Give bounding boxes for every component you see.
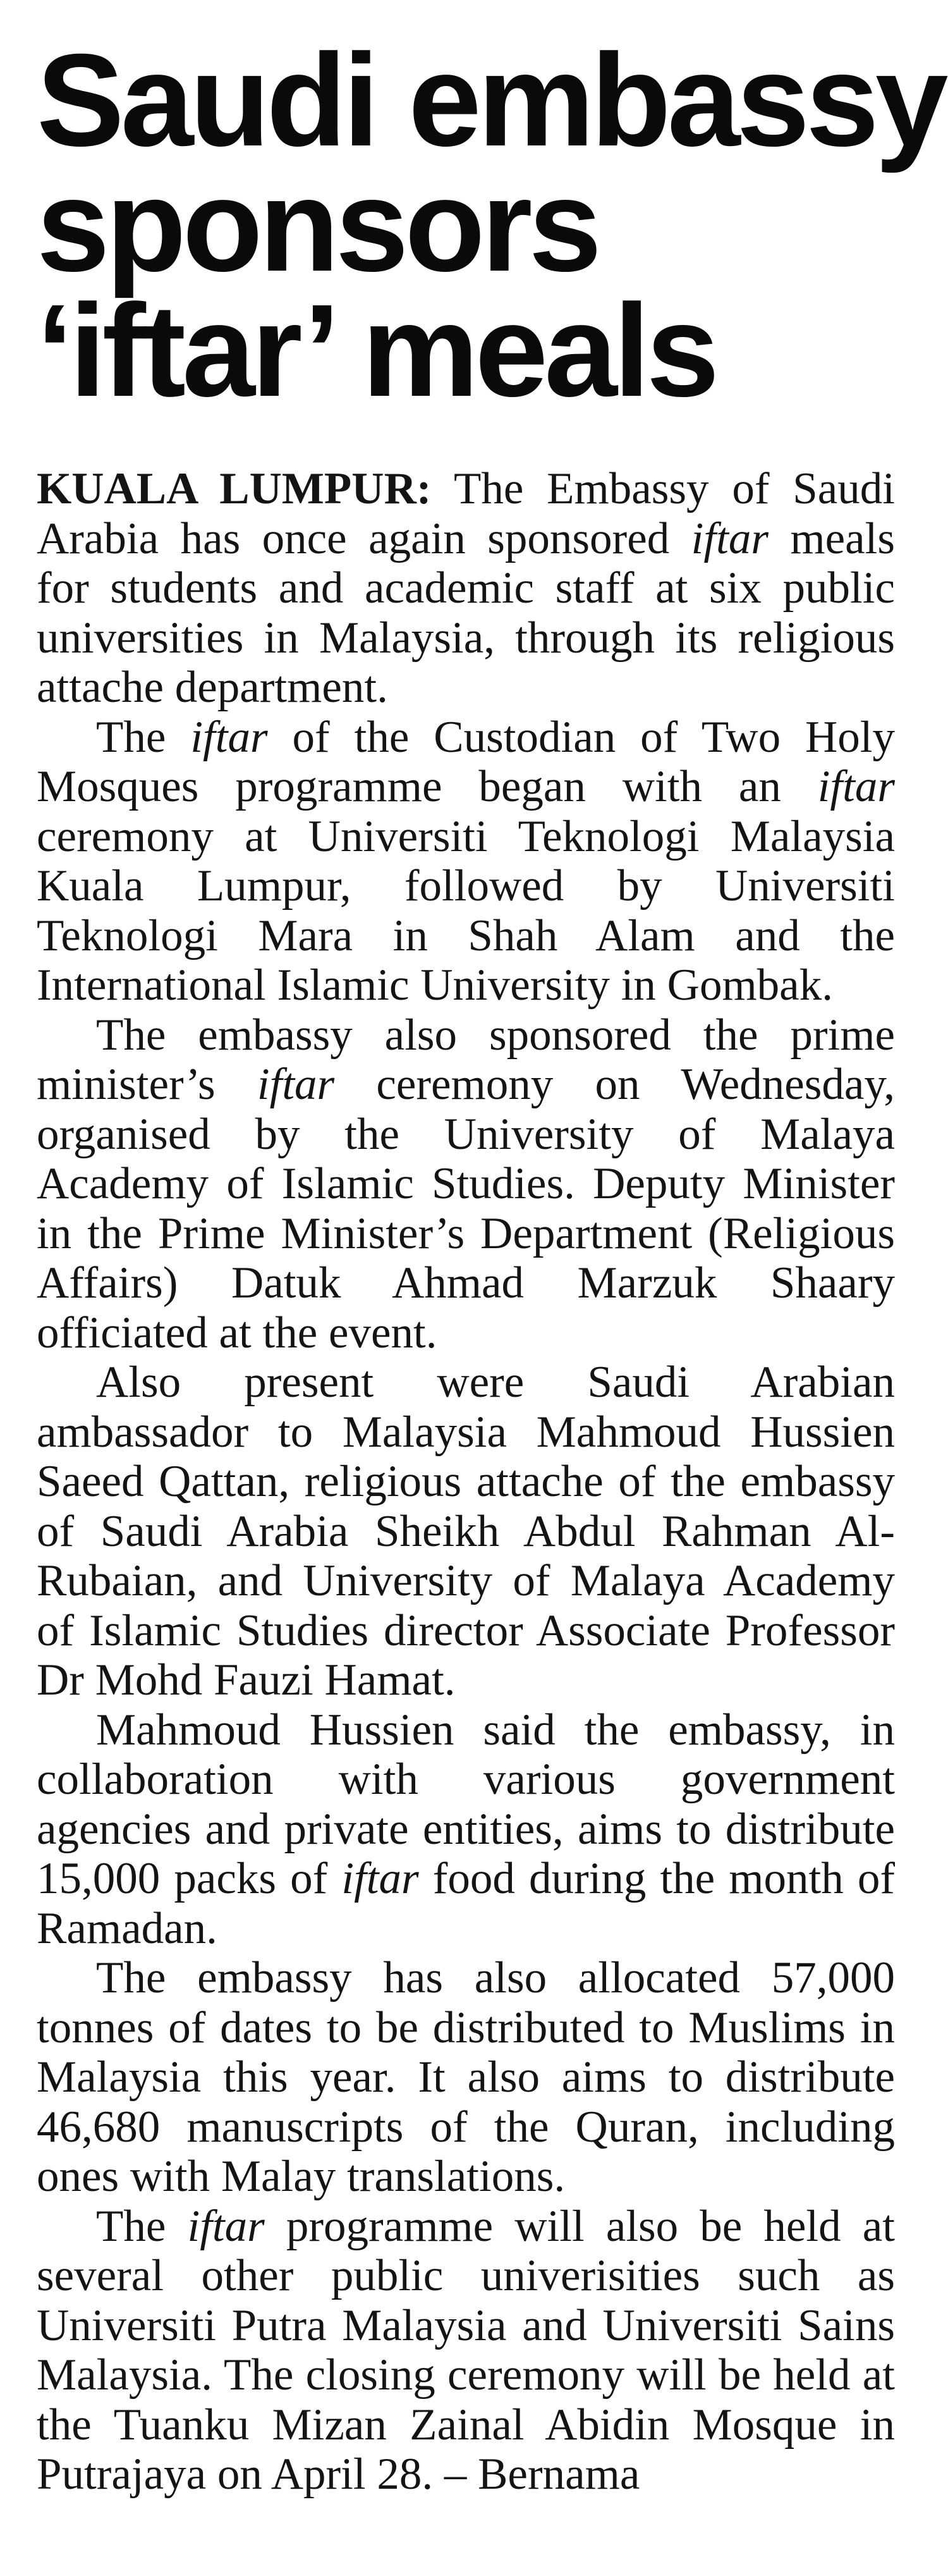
paragraph-3-italic-iftar: iftar bbox=[257, 1060, 335, 1109]
paragraph-7-italic-iftar: iftar bbox=[187, 2201, 265, 2251]
paragraph-1 bbox=[37, 464, 895, 713]
paragraph-4 bbox=[37, 1358, 895, 1705]
paragraph-3-text-a: The embassy also sponsored the prime minister’s bbox=[37, 1010, 895, 1109]
article-body bbox=[37, 464, 895, 2499]
headline bbox=[37, 27, 945, 424]
news-article bbox=[37, 27, 945, 2499]
paragraph-5-text-b: food during the month of Ramadan. bbox=[37, 1854, 895, 1953]
paragraph-2 bbox=[37, 713, 895, 1010]
paragraph-7-text-b: programme will also be held at several other public univerisities such as Universiti Putra Malaysia and Universiti Sains Malaysia. The closing ceremony will be held at the Tuanku Mizan Zainal Abidin Mosque in Putrajaya on April 28. – Bernama bbox=[37, 2201, 895, 2499]
paragraph-5-italic-iftar: iftar bbox=[341, 1854, 419, 1903]
paragraph-2-italic-iftar-1: iftar bbox=[190, 712, 268, 762]
paragraph-2-italic-iftar-2: iftar bbox=[817, 762, 895, 811]
paragraph-1-text-b: meals for students and academic staff at six public universities in Malaysia, through its religious attache department. bbox=[37, 513, 896, 712]
dateline: KUALA LUMPUR: bbox=[37, 464, 432, 513]
paragraph-7 bbox=[37, 2202, 895, 2499]
paragraph-6 bbox=[37, 1953, 895, 2202]
paragraph-2-text-c: ceremony at Universiti Teknologi Malaysia Kuala Lumpur, followed by Universiti Teknologi Mara in Shah Alam and the International Islamic University in Gombak. bbox=[37, 811, 895, 1010]
paragraph-7-text-a: The bbox=[96, 2201, 188, 2251]
paragraph-1-text-a: The Embassy of Saudi Arabia has once again sponsored bbox=[37, 464, 895, 563]
headline-line-2: sponsors bbox=[37, 152, 599, 299]
paragraph-4-text-a: Also present were Saudi Arabian ambassador to Malaysia Mahmoud Hussien Saeed Qattan, religious attache of the embassy of Saudi Arabia Sheikh Abdul Rahman Al-Rubaian, and University of Malaya Academy of Islamic Studies director Associate Professor Dr Mohd Fauzi Hamat. bbox=[37, 1358, 895, 1705]
paragraph-2-text-a: The bbox=[96, 712, 191, 762]
paragraph-5 bbox=[37, 1705, 895, 1954]
paragraph-2-text-b: of the Custodian of Two Holy Mosques programme began with an bbox=[37, 712, 895, 811]
paragraph-5-text-a: Mahmoud Hussien said the embassy, in collaboration with various government agencies and private entities, aims to distribute 15,000 packs of bbox=[37, 1705, 895, 1903]
headline-line-1: Saudi embassy bbox=[37, 27, 945, 174]
headline-line-3: ‘iftar’ meals bbox=[37, 278, 716, 424]
paragraph-3-text-b: ceremony on Wednesday, organised by the University of Malaya Academy of Islamic Studies. Deputy Minister in the Prime Minister’s Department (Religious Affairs) Datuk Ahmad Marzuk Shaary officiated at the event. bbox=[37, 1060, 896, 1358]
paragraph-3 bbox=[37, 1010, 895, 1358]
paragraph-6-text-a: The embassy has also allocated 57,000 tonnes of dates to be distributed to Muslims in Malaysia this year. It also aims to distribute 46,680 manuscripts of the Quran, including ones with Malay translations. bbox=[37, 1953, 895, 2201]
paragraph-1-italic-iftar: iftar bbox=[691, 513, 769, 563]
